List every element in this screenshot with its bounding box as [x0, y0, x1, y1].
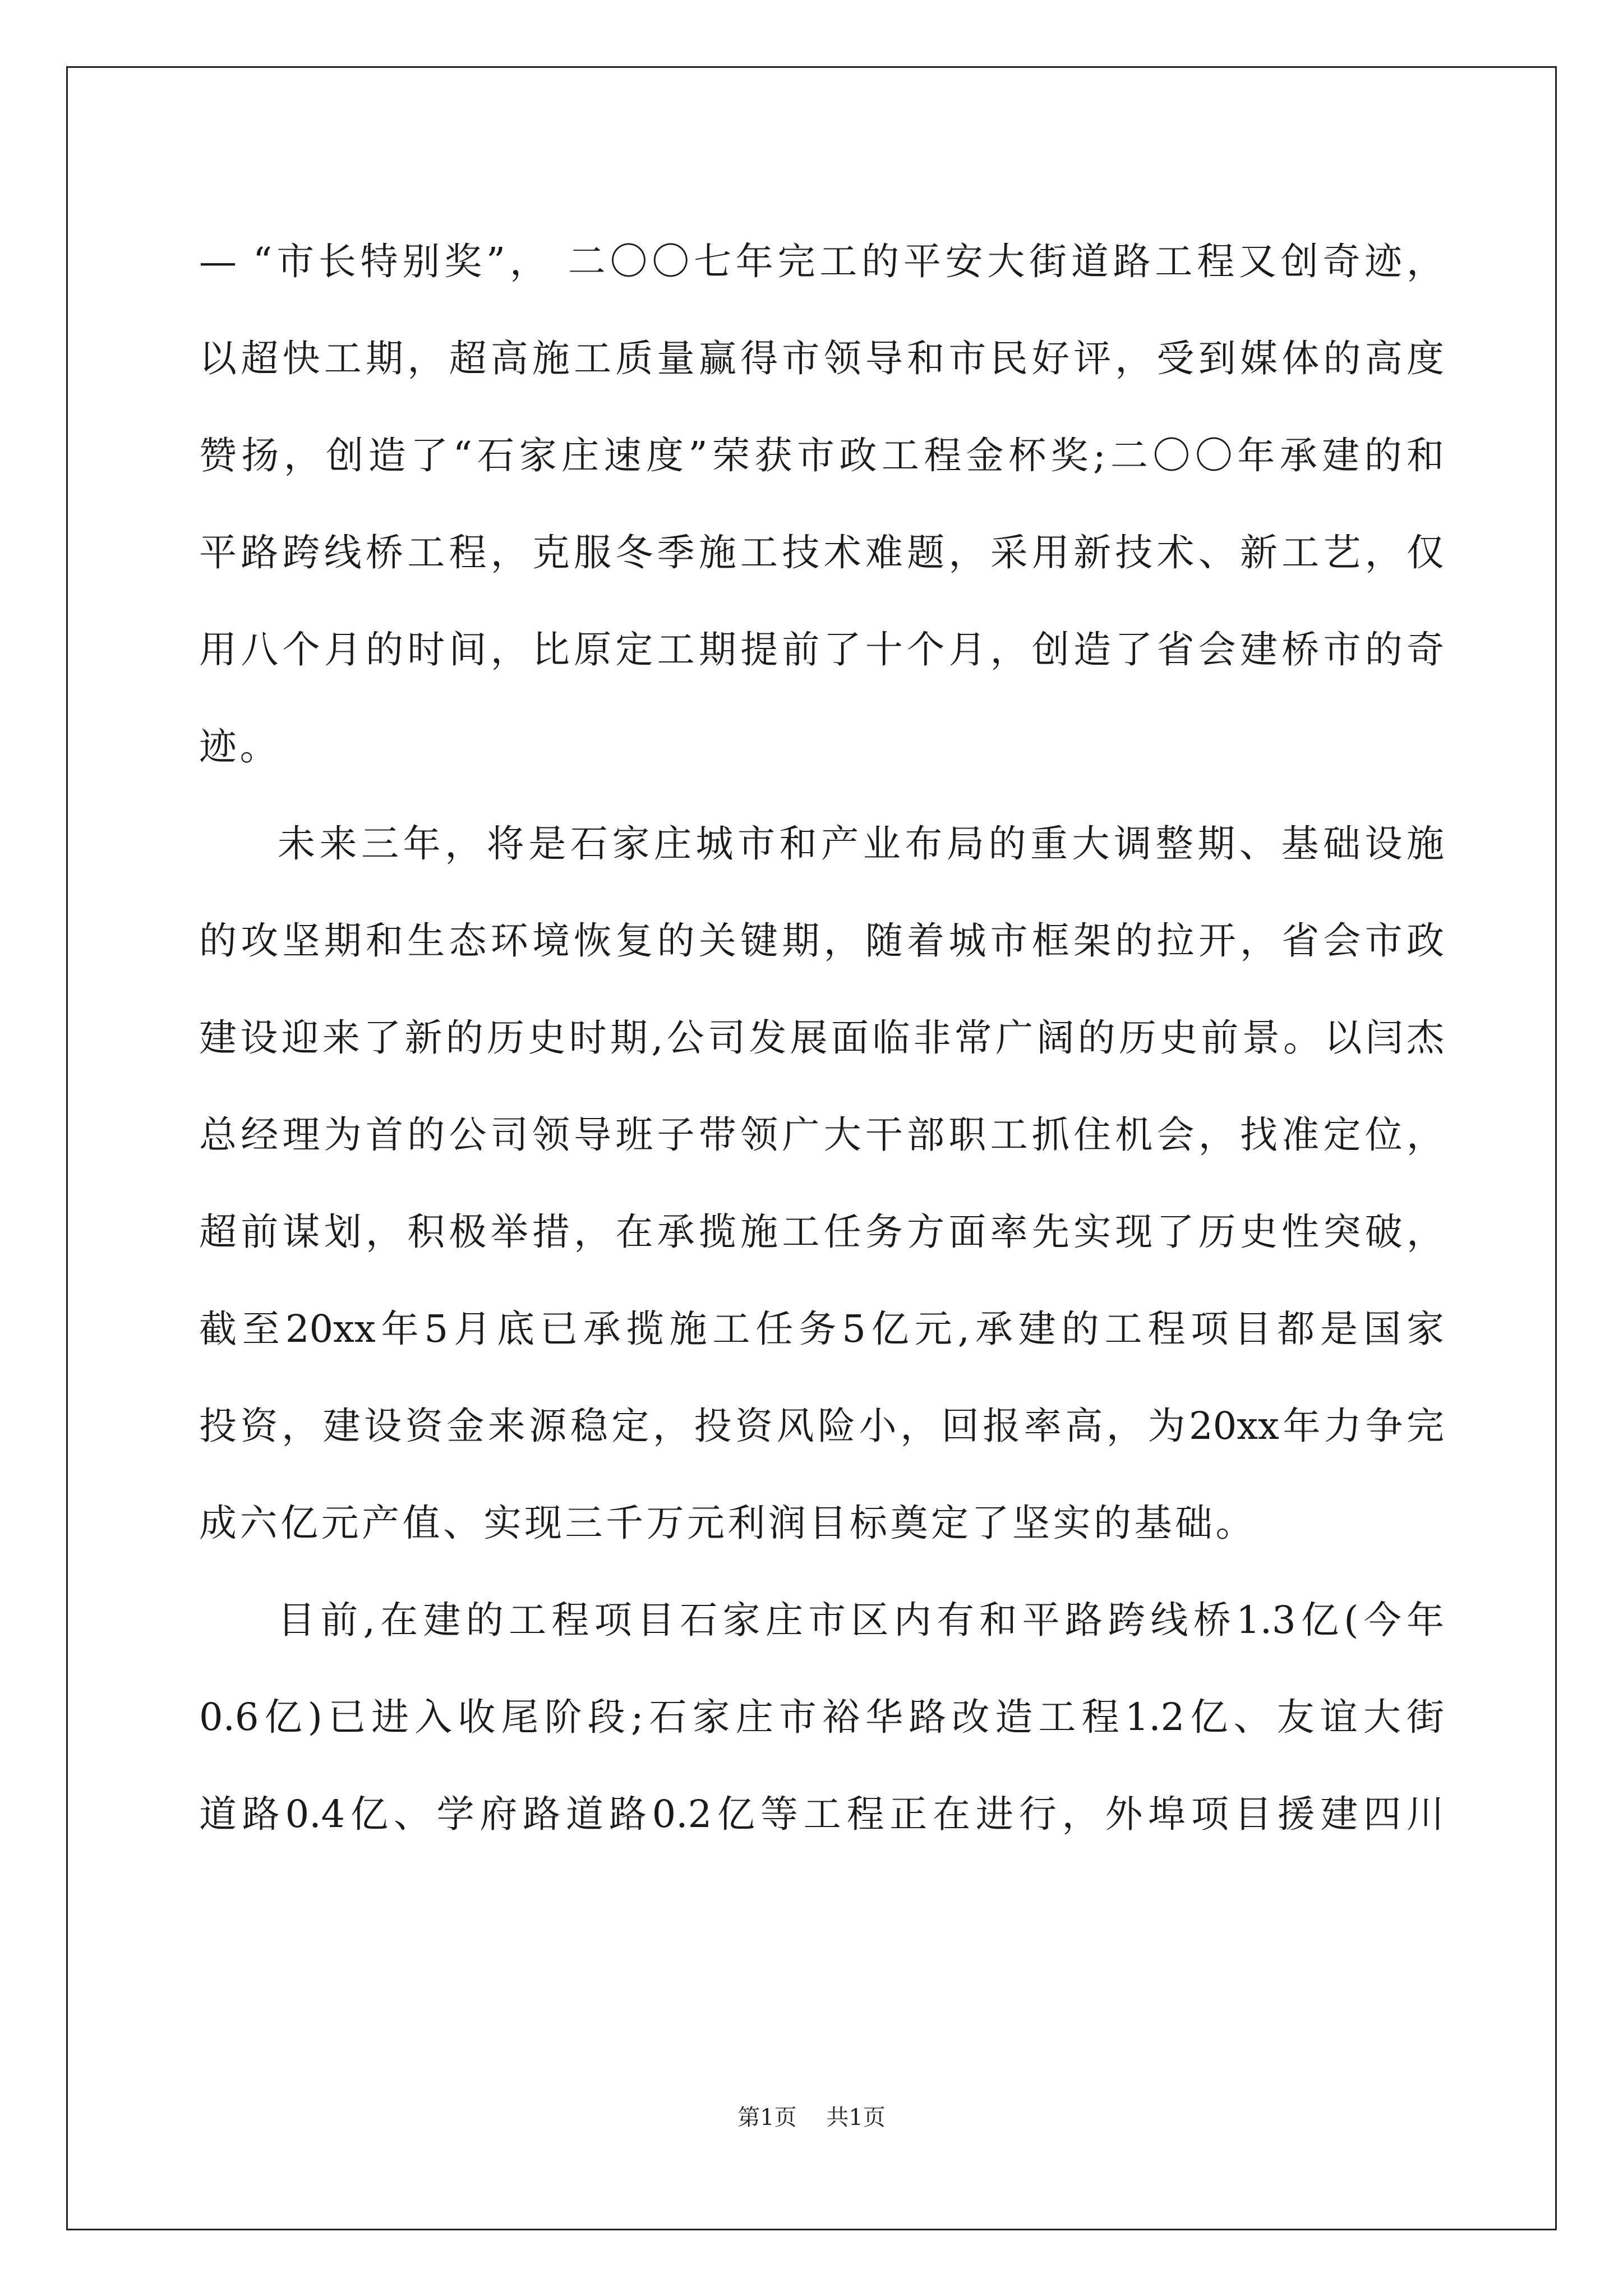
text-line: 赞扬，创造了“石家庄速度”荣获市政工程金杯奖;二〇〇年承建的和 — [199, 434, 1444, 477]
text-line: 总经理为首的公司领导班子带领广大干部职工抓住机会，找准定位， — [199, 1113, 1444, 1157]
text-line: 成六亿元产值、实现三千万元利润目标奠定了坚实的基础。 — [199, 1501, 1256, 1545]
text-line: 道路0.4亿、学府路道路0.2亿等工程正在进行，外埠项目援建四川 — [199, 1792, 1444, 1836]
paragraph-first-line: 未来三年，将是石家庄城市和产业布局的重大调整期、基础设施 — [278, 822, 1444, 866]
document-body — [199, 213, 1444, 1863]
text-line: 投资，建设资金来源稳定，投资风险小，回报率高，为20xx年力争完 — [199, 1404, 1444, 1448]
page-number-current: 第1页 — [737, 2105, 797, 2131]
text-line: — “市长特别奖”， 二〇〇七年完工的平安大街道路工程又创奇迹， — [199, 240, 1444, 283]
text-line: 的攻坚期和生态环境恢复的关键期，随着城市框架的拉开，省会市政 — [199, 919, 1444, 963]
text-line: 0.6亿)已进入收尾阶段;石家庄市裕华路改造工程1.2亿、友谊大街 — [199, 1695, 1444, 1739]
text-line: 超前谋划，积极举措，在承揽施工任务方面率先实现了历史性突破， — [199, 1210, 1444, 1254]
page-footer — [0, 2101, 1623, 2134]
page-number-total: 共1页 — [826, 2105, 886, 2131]
text-line: 迹。 — [199, 725, 280, 769]
text-line: 以超快工期，超高施工质量赢得市领导和市民好评，受到媒体的高度 — [199, 337, 1444, 380]
text-line: 截至20xx年5月底已承揽施工任务5亿元,承建的工程项目都是国家 — [199, 1307, 1444, 1351]
text-line: 平路跨线桥工程，克服冬季施工技术难题，采用新技术、新工艺，仅 — [199, 531, 1444, 574]
paragraph-first-line: 目前,在建的工程项目石家庄市区内有和平路跨线桥1.3亿(今年 — [278, 1598, 1444, 1642]
text-line: 建设迎来了新的历史时期,公司发展面临非常广阔的历史前景。以闫杰 — [199, 1016, 1444, 1060]
text-line: 用八个月的时间，比原定工期提前了十个月，创造了省会建桥市的奇 — [199, 628, 1444, 671]
